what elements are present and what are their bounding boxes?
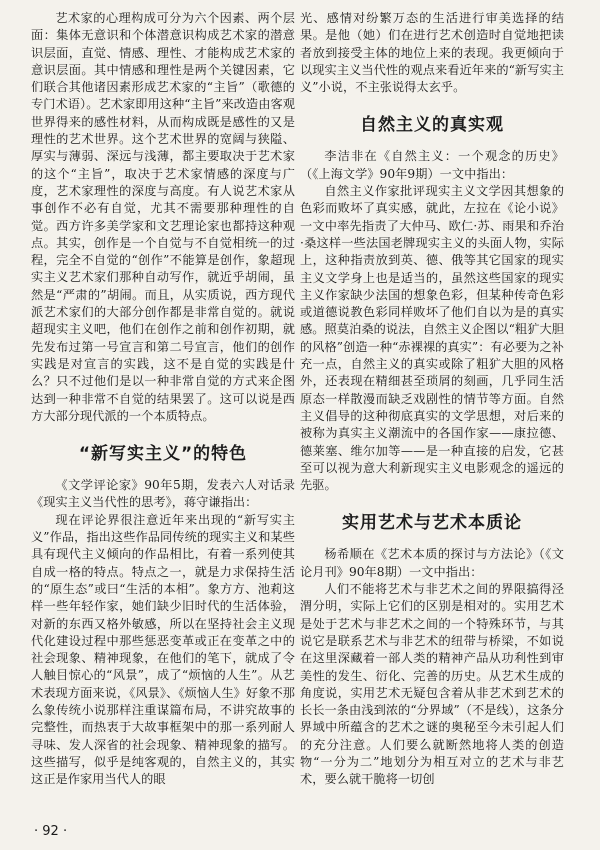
left-column (31, 10, 295, 788)
section-paragraph: 人们不能将艺术与非艺术之间的界限搞得泾渭分明，实际上它们的区别是相对的。实用艺术是处于艺术与非艺术之间的一个特殊环节，与其说它是联系艺术与非艺术的纽带与桥梁，不如说在这里深藏着一部人类的精神产品从功利性到审美性的发生、衍化、完善的历史。从艺术生成的角度说，实用艺术无疑包含着从非艺术到艺术的长长一条由浅到浓的“分界域”（不是线），这条分界域中所蕴含的艺术之谜的奥秘至今未引起人们的充分注意。人们要么就断然地将人类的创造物“一分为二”地划分为相互对立的艺术与非艺术，要么就干脆将一切创 (300, 582, 564, 787)
section-paragraph: 自然主义作家批评现实主义文学因其想象的色彩而败坏了真实感，就此，左拉在《论小说》一文中率先指责了大仲马、欧仁·苏、雨果和乔治·桑这样一些法国老牌现实主义的头面人物，实际上，这种指责放到英、德、俄等其它国家的现实主义文学身上也是适当的，虽然这些国家的现实主义作家缺少法国的想象色彩，但某种传奇色彩或道德说教色彩同样败坏了他们自以为是的真实感。照莫泊桑的说法，自然主义企图以“粗犷大胆的风格”创造一种“赤裸裸的真实”：有必要为之补充一点，自然主义的真实或除了粗犷大胆的风格外，还表现在精细甚至琐屑的刻画，几乎同生活原态一样散漫而缺乏戏剧性的情节等方面。自然主义倡导的这种彻底真实的文学思想，对后来的被称为真实主义潮流中的各国作家——康拉德、德莱塞、维尔加等——是一种直接的启发，它甚至可以视为意大利新现实主义电影观念的遥远的先驱。 (300, 184, 564, 493)
section-title-naturalism: 自然主义的真实观 (360, 115, 504, 136)
section-paragraph: 《文学评论家》90年5期，发表六人对话录《现实主义当代性的思考》，蒋守谦指出： (31, 478, 295, 510)
section-paragraph: 李洁非在《自然主义：一个观念的历史》（《上海文学》90年9期）一文中指出： (300, 149, 564, 181)
section-paragraph: 杨希顺在《艺术本质的探讨与方法论》（《文论月刊》90年8期）一文中指出： (300, 547, 564, 579)
page-number: · 92 · (34, 824, 68, 839)
section-title-new-realism: “新写实主义”的特色 (78, 444, 248, 465)
continued-paragraph: 光、感情对纷繁万态的生活进行审美选择的结果。是他（她）们在进行艺术创造时自觉地把读者放到接受主体的地位上来的表现。我更倾向于以现实主义当代性的观点来看近年来的“新写实主义”小说，不主张说得太玄乎。 (300, 11, 564, 95)
section-title-applied-art: 实用艺术与艺术本质论 (342, 513, 522, 534)
section-paragraph: 现在评论界很注意近年来出现的“新写实主义”作品，指出这些作品同传统的现实主义和某些具有现代主义倾向的作品相比，有着一系列使其自成一格的特点。特点之一，就是力求保持生活的“原生态”或曰“生活的本相”。象方方、池莉这样一些年轻作家，她们缺少旧时代的生活体验，对新的东西又格外敏感，所以在坚持社会主义现代化建设过程中那些惩恶变革或正在变革之中的社会现象、精神现象，在他们的笔下，就成了令人触目惊心的“风景”，成了“烦恼的人生”。从艺术表现方面来说，《风景》、《烦恼人生》好象不那么象传统小说那样注重谋篇布局，不讲究故事的完整性，而热衷于大故事框架中的那一系列耐人寻味、发人深省的社会现象、精神现象的描写。这些描写，似乎是纯客观的，自然主义的，其实这正是作家用当代人的眼 (31, 512, 295, 787)
intro-paragraph: 艺术家的心理构成可分为六个因素、两个层面：集体无意识和个体潜意识构成艺术家的潜意识层面，直觉、情感、理性、才能构成艺术家的意识层面。其中情感和理性是两个关键因素，它们联合其他诸因素形成艺术家的“主旨”（歌德的专门术语）。艺术家即用这种“主旨”来改造由客观世界得来的感性材料，从而构成既是感性的又是理性的艺术世界。这个艺术世界的宽阔与狭隘、厚实与薄弱、深远与浅薄，都主要取决于艺术家的这个“主旨”，取决于艺术家情感的深度与广度，艺术家理性的深度与高度。有人说艺术家从事创作不必有自觉，尤其不需要那种理性的自觉。西方许多美学家和文艺理论家也都持这种观点。其实，创作是一个自觉与不自觉相统一的过程，完全不自觉的“创作”不能算是创作，象超现实主义艺术家们那种自动写作，就近乎胡闹，虽然是“严肃的”胡闹。而且，从实质说，西方现代派艺术家们的大部分创作都是非常自觉的。就说超现实主义吧，他们在创作之前和创作初期，就先发布过第一号宣言和第二号宣言，他们的创作实践是对宣言的实践，这不是自觉的实践是什么？只不过他们是以一种非常自觉的方式来企图达到一种非常不自觉的结果罢了。这可以说是西方大部分现代派的一个本质特点。 (31, 11, 295, 423)
right-column (300, 10, 564, 789)
